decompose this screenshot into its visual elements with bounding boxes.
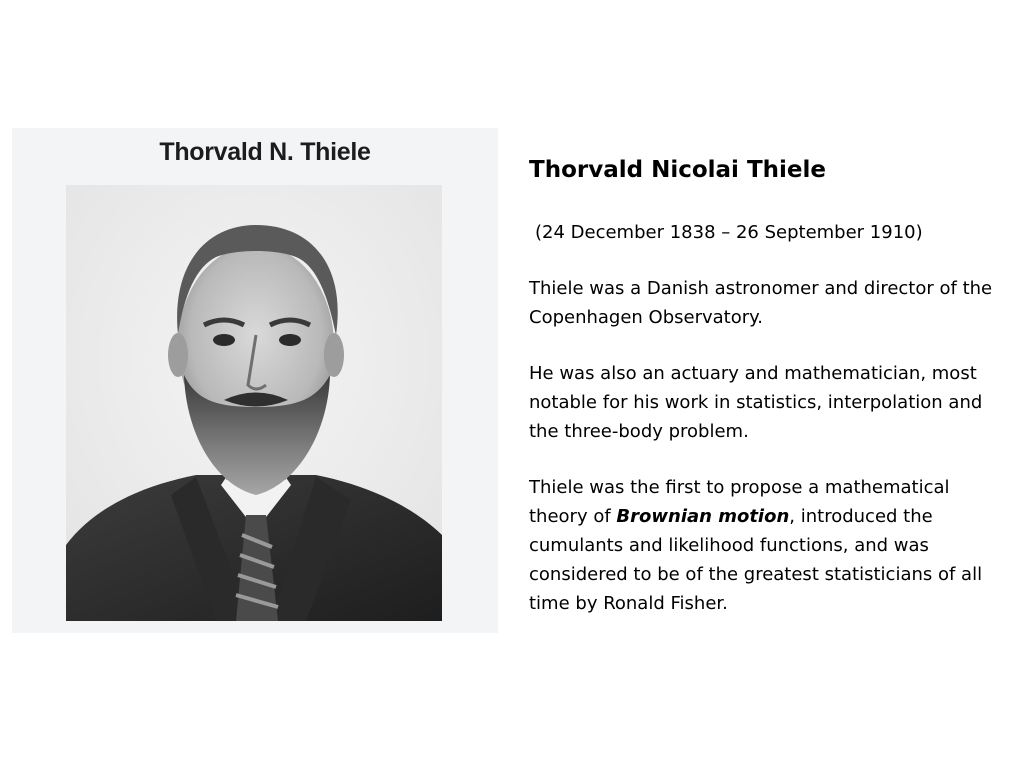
- bio-paragraph-brownian-rest: , introduced the cumulants and likelihood functions, and was considered to be of the greatest statisticians of all time by Ronald Fisher.: [529, 506, 983, 614]
- portrait-panel: [12, 128, 498, 633]
- portrait-image: [66, 185, 442, 621]
- bio-paragraph-brownian-motion: [529, 473, 1009, 618]
- portrait-photo: [66, 185, 442, 621]
- person-name-heading: Thorvald Nicolai Thiele: [529, 157, 826, 183]
- bio-paragraph-astronomer: Thiele was a Danish astronomer and director of the Copenhagen Observatory.: [529, 278, 993, 328]
- brownian-motion-emphasis: Brownian motion: [616, 506, 790, 527]
- life-dates: (24 December 1838 – 26 September 1910): [535, 222, 923, 243]
- portrait-caption: Thorvald N. Thiele: [159, 138, 371, 166]
- bio-paragraph-mathematician: He was also an actuary and mathematician, most notable for his work in statistics, interpolation and the three-body problem.: [529, 363, 983, 442]
- bio-paragraph-brownian-intro: Thiele was the first to propose a mathematical theory of: [529, 477, 950, 527]
- biography-text: [529, 152, 1009, 618]
